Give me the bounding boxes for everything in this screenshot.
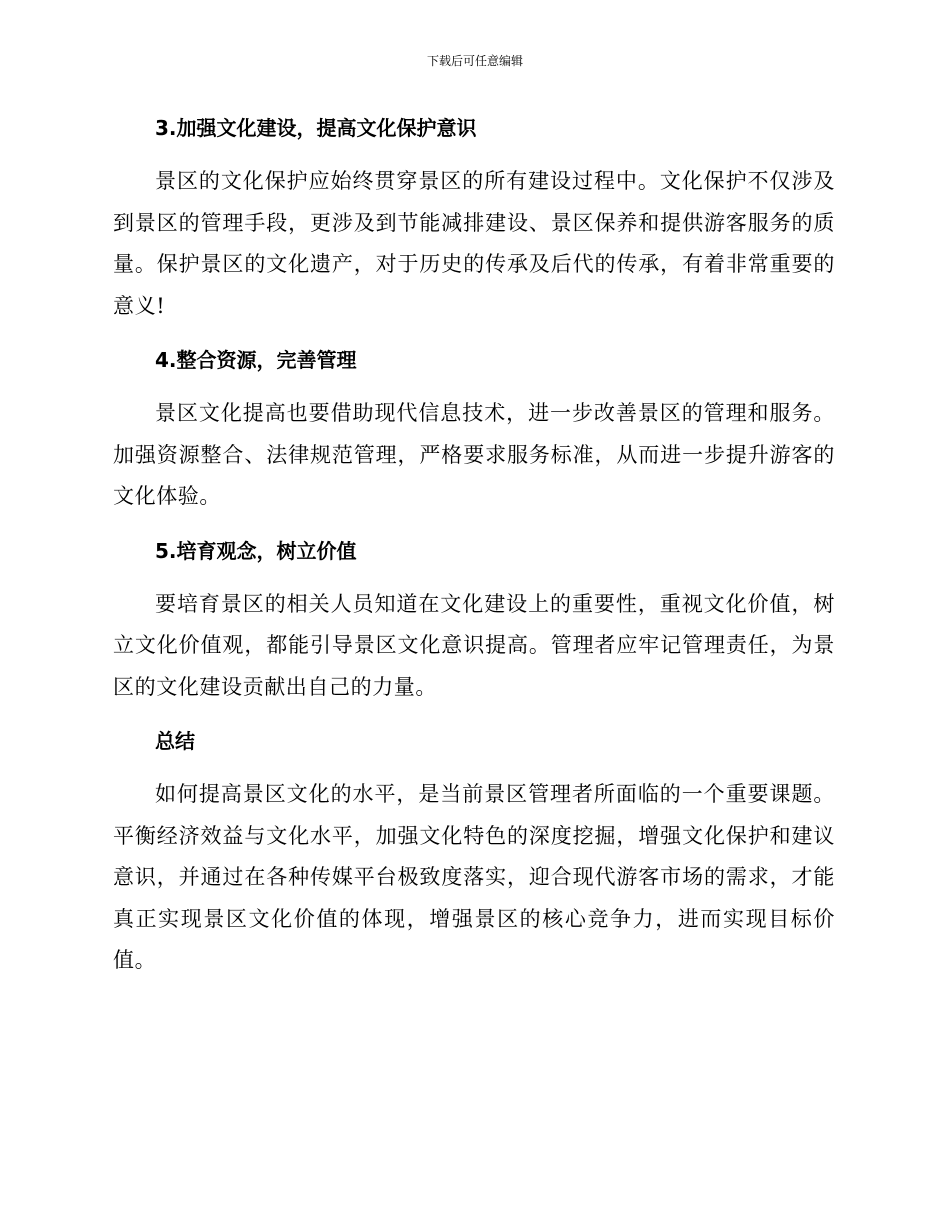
section-heading: 5.培育观念，树立价值: [155, 538, 357, 563]
page-header: 下载后可任意编辑: [426, 54, 523, 68]
section-summary: [113, 721, 835, 982]
section-paragraph: 要培育景区的相关人员知道在文化建设上的重要性，重视文化价值，树立文化价值观，都能引导景区文化意识提高。管理者应牢记管理责任，为景区的文化建设贡献出自己的力量。: [113, 591, 835, 699]
section-integrate-resources: [113, 340, 835, 518]
section-heading: 总结: [155, 729, 195, 753]
section-strengthen-culture: [113, 108, 835, 327]
document-body: [113, 108, 835, 995]
section-cultivate-values: [113, 531, 835, 709]
section-paragraph: 如何提高景区文化的水平，是当前景区管理者所面临的一个重要课题。平衡经济效益与文化水平，加强文化特色的深度挖掘，增强文化保护和建议意识，并通过在各种传媒平台极致度落实，迎合现代游客市场的需求，才能真正实现景区文化价值的体现，增强景区的核心竞争力，进而实现目标价值。: [113, 782, 835, 972]
section-heading: 3.加强文化建设，提高文化保护意识: [155, 116, 477, 140]
section-paragraph: 景区的文化保护应始终贯穿景区的所有建设过程中。文化保护不仅涉及到景区的管理手段，更涉及到节能减排建设、景区保养和提供游客服务的质量。保护景区的文化遗产，对于历史的传承及后代的传承，有着非常重要的意义!: [113, 169, 835, 318]
section-heading: 4.整合资源，完善管理: [155, 348, 357, 372]
section-paragraph: 景区文化提高也要借助现代信息技术，进一步改善景区的管理和服务。加强资源整合、法律规范管理，严格要求服务标准，从而进一步提升游客的文化体验。: [113, 401, 835, 508]
